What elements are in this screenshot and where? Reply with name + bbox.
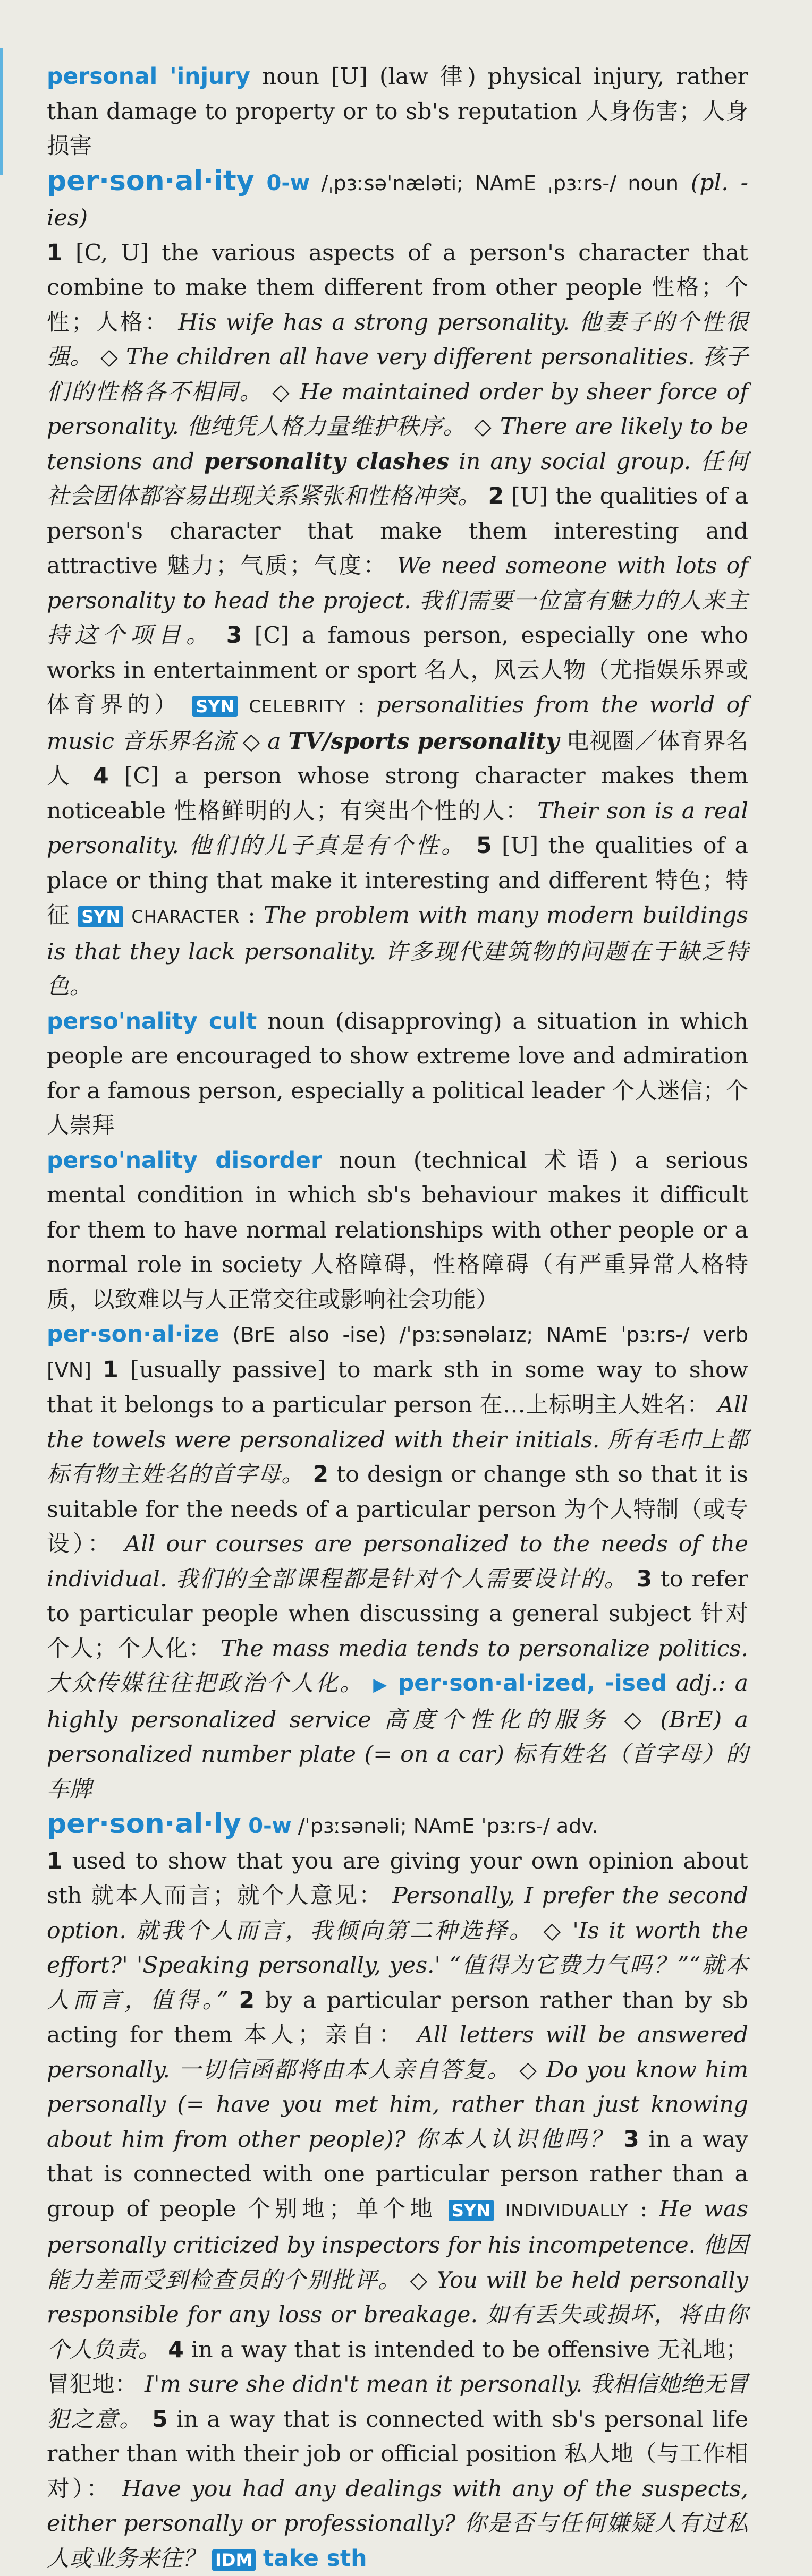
idm-badge: IDM: [212, 2549, 256, 2571]
key-icon: 0-w: [266, 170, 310, 195]
sense-number: 2: [239, 1987, 255, 2014]
idiom-reference: take sth: [263, 2545, 367, 2572]
entry-personally: per·son·al·ly 0-w /ˈpɜːsənəli; NAmE ˈpɜːrs-/ adv. 1 used to show that you are giving your own opinion about sth 就本人而言；就个人意见： Personally, I prefer the second option. 就我个人而言，我倾向第二种选择。 ◇ 'Is it worth the effort?' 'Speaking personally, yes.' “值得为它费力气吗？”“就本人而言，值得。” 2 by a particular person rather than by sb acting for them 本人；亲自： All letters will be answered personally. 一切信函都将由本人亲自答复。 ◇ Do you know him personally (= have you met him, rather than just knowing about him from other people)? 你本人认识他吗？ 3 in a way that is connected with one particular person rather than a group of people 个别地；单个地 SYN INDIVIDUALLY : He was personally criticized by inspectors for his incompetence. 他因能力差而受到检查员的个别批评。 ◇ You will be held personally responsible for any loss or breakage. 如有丢失或损坏，将由你个人负责。 4 in a way that is intended to be offensive 无礼地；冒犯地： I'm sure she didn't mean it personally. 我相信她绝无冒犯之意。 5 in a way that is connected with sb's personal life rather than with their job or official position 私人地（与工作相对）： Have you had any dealings with any of the suspects, either personally or professionally? 你是否与任何嫌疑人有过私人或业务来往？ IDM take sth: [47, 1808, 748, 2572]
entry-personalize: [47, 1317, 748, 1807]
sense-definition: used to show that you are giving your own opinion about sth 就本人而言；就个人意见：: [47, 1848, 748, 1909]
sense-example: Have you had any dealings with any of the suspects, either personally or professionally? 你是否与任何嫌疑人有过私人或业务来往？: [47, 2476, 748, 2572]
sense-example: a highly personalized service 高度个性化的服务 ◇ (BrE) a personalized number plate (= on a car) 标有姓名（首字母）的车牌: [47, 1670, 749, 1803]
sense-example: Their son is a real personality. 他们的儿子真是有个性。: [47, 798, 748, 859]
headword: per·son·al·ly: [47, 1808, 241, 1840]
sense-example: 电视圈／体育界名人: [47, 728, 748, 789]
sense-number: 2: [488, 483, 504, 509]
entry-text: noun (disapproving) a situation in which people are encouraged to show extreme love and admiration for a famous person, especially a political leader 个人迷信；个人崇拜: [47, 1008, 748, 1139]
sense-definition: to refer to particular people when discussing a general subject 针对个人；个人化：: [47, 1566, 748, 1662]
sense-number: 3: [226, 622, 242, 649]
headword: perso'nality disorder: [47, 1147, 322, 1174]
sense-definition: to design or change sth so that it is suitable for the needs of a particular person 为个人特制（或专设）：: [47, 1462, 748, 1557]
sense-example: I'm sure she didn't mean it personally. 我相信她绝无冒犯之意。: [47, 2372, 748, 2433]
collocation: TV/sports personality: [288, 728, 560, 755]
part-of-speech: adj.:: [667, 1670, 735, 1696]
pronunciation: /ˈpɜːsənəli; NAmE ˈpɜːrs-/ adv.: [291, 1814, 598, 1838]
entry-personality: per·son·al·ity 0-w /ˌpɜːsəˈnæləti; NAmE ˌpɜːrs-/ noun (pl. -ies) 1 [C, U] the various aspects of a person's character that combine to make them different from other people 性格；个性；人格： His wife has a strong personality. 他妻子的个性很强。 ◇ The children all have very different personalities. 孩子们的性格各不相同。 ◇ He maintained order by sheer force of personality. 他纯凭人格力量维护秩序。 ◇ There are likely to be tensions and personality clashes in any social group. 任何社会团体都容易出现关系紧张和性格冲突。 2 [U] the qualities of a person's character that make them interesting and attractive 魅力；气质；气度： We need someone with lots of personality to head the project. 我们需要一位富有魅力的人来主持这个项目。 3 [C] a famous person, especially one who works in entertainment or sport 名人，风云人物（尤指娱乐界或体育界的） SYN CELEBRITY : personalities from the world of music 音乐界名流 ◇ a TV/sports personality 电视圈／体育界名人 4 [C] a person whose strong character makes them noticeable 性格鲜明的人；有突出个性的人： Their son is a real personality. 他们的儿子真是有个性。 5 [U] the qualities of a place or thing that make it interesting and different 特色；特征 SYN CHARACTER : The problem with many modern buildings is that they lack personality. 许多现代建筑物的问题在于缺乏特色。: [47, 165, 749, 1000]
pronunciation: /ˌpɜːsəˈnæləti; NAmE ˌpɜːrs-/ noun: [309, 171, 679, 195]
sense-definition: [C] a famous person, especially one who works in entertainment or sport 名人，风云人物（尤指娱乐界或体育界的）: [47, 622, 748, 718]
sense-number: 3: [623, 2126, 639, 2153]
headword: per·son·al·ize: [47, 1321, 219, 1347]
entry-column: [47, 59, 748, 2576]
syn-badge: SYN: [449, 2200, 494, 2221]
sense-definition: in a way that is connected with one particular person rather than a group of people 个别地；单个地: [47, 2126, 748, 2222]
syn-badge: SYN: [78, 906, 123, 927]
sense-definition: [U] the qualities of a place or thing that make it interesting and different 特色；特征: [47, 833, 748, 928]
sense-number: 1: [103, 1357, 119, 1383]
grammar-note: (pl. -ies): [47, 169, 748, 231]
sense-example: He was personally criticized by inspectors for his incompetence. 他因能力差而受到检查员的个别批评。 ◇ You will be held personally responsible for any loss or breakage. 如有丢失或损坏，将由你个人负责。: [47, 2196, 748, 2363]
syn-badge: SYN: [192, 696, 238, 717]
headword: personal 'injury: [47, 64, 250, 90]
sense-number: 5: [476, 833, 492, 859]
sense-number: 4: [93, 763, 109, 789]
sense-example: All letters will be answered personally. 一切信函都将由本人亲自答复。 ◇ Do you know him personally (= have you met him, rather than just knowing about him from other people)? 你本人认识他吗？: [47, 2022, 748, 2153]
sense-definition: [U] the qualities of a person's character that make them interesting and attractive 魅力；气质；气度：: [47, 483, 748, 579]
entry-personality-disorder: [47, 1144, 748, 1318]
sense-number: 4: [168, 2336, 184, 2363]
sense-example: Personally, I prefer the second option. 就我个人而言，我倾向第二种选择。 ◇ 'Is it worth the effort?' 'Speaking personally, yes.' “值得为它费力气吗？”“就本人而言，值得。”: [47, 1883, 748, 2014]
sense-number: 5: [152, 2406, 168, 2433]
sense-example: All the towels were personalized with their initials. 所有毛巾上都标有物主姓名的首字母。: [47, 1392, 748, 1488]
sense-definition: [usually passive] to mark sth in some way to show that it belongs to a particular person 在…上标明主人姓名：: [47, 1357, 748, 1418]
sense-number: 1: [47, 1848, 63, 1874]
entry-personality-cult: [47, 1004, 748, 1144]
sense-example: We need someone with lots of personality to head the project. 我们需要一位富有魅力的人来主持这个项目。: [47, 553, 748, 649]
sense-example: personalities from the world of music 音乐界名流 ◇ a: [47, 692, 748, 755]
entry-text: noun (technical 术语) a serious mental condition in which sb's behaviour makes it difficult for them to have normal relationships with other people or a normal role in society 人格障碍，性格障碍（有严重异常人格特质，以致难以与人正常交往或影响社会功能）: [47, 1147, 748, 1313]
sense-definition: [C, U] the various aspects of a person's character that combine to make them different from other people 性格；个性；人格：: [47, 240, 748, 336]
triangle-arrow-icon: ▶: [373, 1674, 389, 1695]
sense-example: His wife has a strong personality. 他妻子的个性很强。 ◇ The children all have very different personalities. 孩子们的性格各不相同。 ◇ He maintained order by sheer force of personality. 他纯凭人格力量维护秩序。 ◇ There are likely to be tensions and: [47, 309, 748, 475]
derived-form: per·son·al·ized, -ised: [397, 1670, 667, 1696]
sense-number: 2: [312, 1462, 329, 1488]
headword: perso'nality cult: [47, 1008, 257, 1035]
headword: per·son·al·ity: [47, 165, 255, 197]
sense-example: All our courses are personalized to the needs of the individual. 我们的全部课程都是针对个人需要设计的。: [47, 1531, 748, 1592]
margin-tab: [0, 48, 3, 175]
sense-definition: by a particular person rather than by sb acting for them 本人；亲自：: [47, 1987, 748, 2048]
entry-text: noun [U] (law 律) physical injury, rather than damage to property or to sb's reputation 人身伤害；人身损害: [47, 64, 748, 159]
synonym: CELEBRITY: [249, 696, 346, 716]
sense-number: 3: [636, 1566, 653, 1592]
key-icon: 0-w: [248, 1814, 292, 1838]
synonym: INDIVIDUALLY: [505, 2200, 629, 2221]
sense-definition: in a way that is connected with sb's personal life rather than with their job or official position 私人地（与工作相对）：: [47, 2406, 748, 2502]
sense-example: in any social group. 任何社会团体都容易出现关系紧张和性格冲突。: [47, 448, 748, 509]
sense-definition: [C] a person whose strong character makes them noticeable 性格鲜明的人；有突出个性的人：: [47, 763, 749, 824]
sense-definition: in a way that is intended to be offensive 无礼地；冒犯地：: [47, 2336, 748, 2398]
entry-personal-injury: [47, 59, 748, 164]
sense-number: 1: [47, 240, 63, 266]
collocation: personality clashes: [204, 448, 450, 475]
sense-example: The problem with many modern buildings is that they lack personality. 许多现代建筑物的问题在于缺乏特色。: [47, 902, 748, 1000]
sense-example: The mass media tends to personalize politics. 大众传媒往往把政治个人化。: [47, 1635, 748, 1696]
pronunciation: (BrE also -ise) /ˈpɜːsənəlaɪz; NAmE ˈpɜːrs-/ verb [VN]: [47, 1323, 748, 1382]
synonym: CHARACTER: [131, 907, 240, 927]
